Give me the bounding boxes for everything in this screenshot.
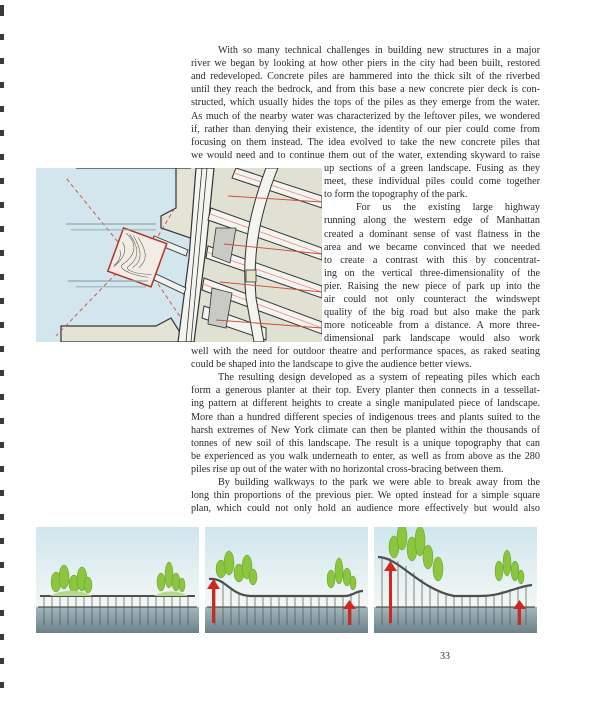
section-raised (205, 527, 368, 633)
body-text-line: until they reach the bedrock, and from this base a new concrete pier deck is con- (191, 84, 540, 95)
body-text-line: created a dominant sense of vast flatness in the (324, 229, 540, 240)
body-text-line: structed, which usually hides the tops of the piles as they emerge from the water. (191, 97, 540, 108)
body-text-line: to create a contrast with this by concentrat- (324, 255, 540, 266)
body-text-line: focusing on them instead. The idea evolved to take the new concrete piles that (191, 137, 540, 148)
body-text-line: dimensional park landscape would also work (324, 333, 540, 344)
body-text-line: up sections of a green landscape. Fusing as they (324, 163, 540, 174)
body-text-line: pier. Raising the new piece of park up into the (324, 281, 540, 292)
body-text-line: area and we became convinced that we needed (324, 242, 540, 253)
site-plan-map (36, 168, 322, 342)
site-plan-illustration (36, 168, 322, 342)
body-text-line: if, rather than denying their existence, the identity of our pier could come from (191, 124, 540, 135)
body-text-line: well with the need for outdoor theatre and performance spaces, as raked seating (191, 346, 540, 357)
body-text-line: more noticeable from a distance. A more three- (324, 320, 540, 331)
body-text-line: harsh extremes of New York climate can then be planted within the thousands of (191, 425, 540, 436)
body-text-line: By building walkways to the park we were able to break away from the (218, 477, 540, 488)
body-text-line: As much of the nearby water was characterized by the leftover piles, we wondered (191, 111, 540, 122)
page-binding-edge (0, 0, 4, 701)
body-text-line: ing on the vertical three-dimensionality of the (324, 268, 540, 279)
page-number: 33 (440, 651, 450, 662)
body-text-line: river we began by looking at how other piers in the city had been built, restored (191, 58, 540, 69)
section-flat (36, 527, 199, 633)
body-text-line: could be shaped into the landscape to give the audience better views. (191, 359, 472, 370)
pier-section-diagrams (36, 527, 566, 635)
body-text-line: be experienced as you walk underneath to enter, as well as from above as the 280 (191, 451, 540, 462)
body-text-line: With so many technical challenges in building new structures in a major (218, 45, 540, 56)
body-text-line: form a generous planter at their top. Every planter then connects in a tessellat- (191, 385, 540, 396)
body-text-line: to form the topography of the park. (324, 189, 468, 200)
body-text-line: ing pattern at different heights to create a single manipulated piece of landscape. (191, 398, 540, 409)
body-text-line: we would need and to continue them out of the water, extending skyward to raise (191, 150, 540, 161)
body-text-line: For us the existing large highway (356, 202, 540, 213)
body-text-line: tonnes of new soil of this landscape. The result is a unique topography that can (191, 438, 540, 449)
body-text-line: and redeveloped. Concrete piles are hammered into the thick silt of the riverbed (191, 71, 540, 82)
body-text-line: More than a hundred different species of indigenous trees and plants suited to the (191, 412, 540, 423)
body-text-line: meet, these individual piles could come together (324, 176, 540, 187)
section-hill (374, 527, 537, 633)
body-text-line: The resulting design developed as a system of repeating piles which each (218, 372, 540, 383)
body-text-line: long thin proportions of the previous pier. We opted instead for a simple square (191, 490, 540, 501)
body-text-line: running along the western edge of Manhattan (324, 215, 540, 226)
body-text-line: quality of the big road but also make the park (324, 307, 540, 318)
body-text-line: plan, which could not only hold an audience more effectively but would also (191, 503, 540, 514)
body-text-line: air could not only counteract the windswept (324, 294, 540, 305)
body-text-line: piles rise up out of the water with no horizontal cross-bracing between them. (191, 464, 504, 475)
